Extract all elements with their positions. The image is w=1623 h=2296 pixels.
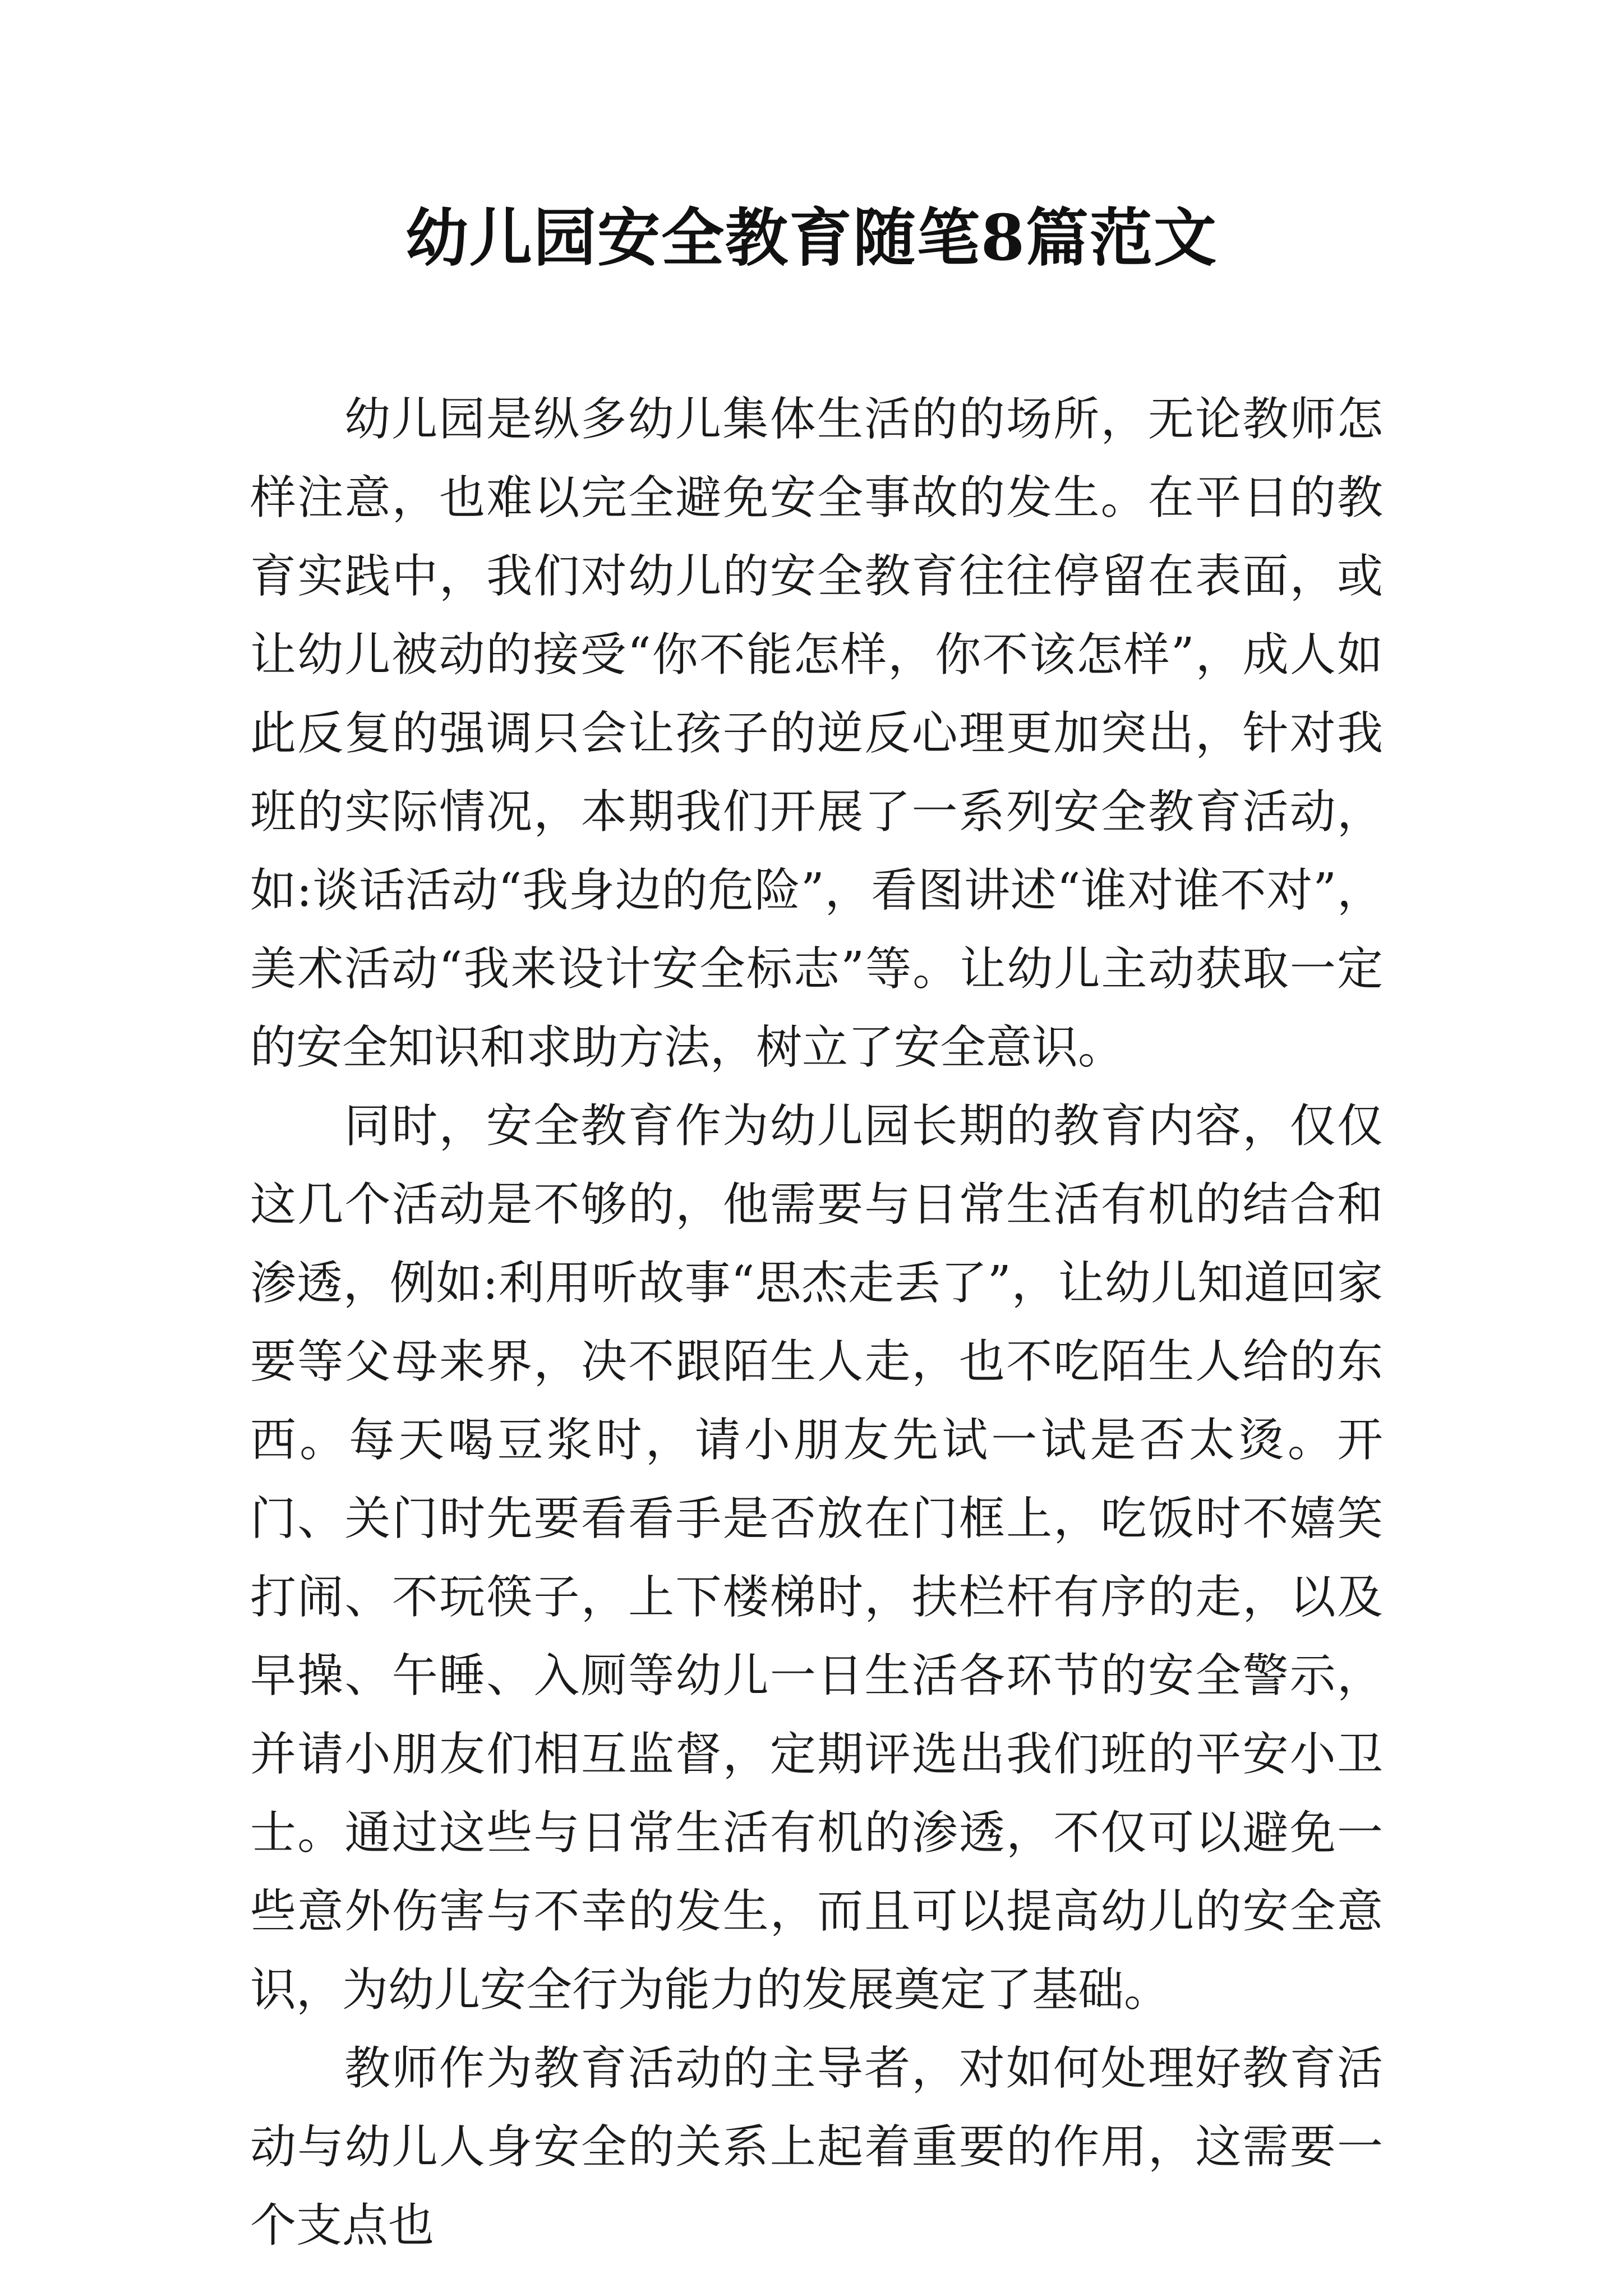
paragraph-1: 幼儿园是纵多幼儿集体生活的的场所，无论教师怎样注意，也难以完全避免安全事故的发生。在平日的教育实践中，我们对幼儿的安全教育往往停留在表面，或让幼儿被动的接受“你不能怎样，你不该怎样”，成人如此反复的强调只会让孩子的逆反心理更加突出，针对我班的实际情况，本期我们开展了一系列安全教育活动，如:谈话活动“我身边的危险”，看图讲述“谁对谁不对”，美术活动“我来设计安全标志”等。让幼儿主动获取一定的安全知识和求助方法，树立了安全意识。 bbox=[250, 393, 1383, 1074]
document-title: 幼儿园安全教育随笔8篇范文 bbox=[405, 201, 1218, 275]
document-body bbox=[250, 380, 1383, 2265]
paragraph-3: 教师作为教育活动的主导者，对如何处理好教育活动与幼儿人身安全的关系上起着重要的作用，这需要一个支点也 bbox=[250, 2042, 1383, 2252]
paragraph-2: 同时，安全教育作为幼儿园长期的教育内容，仅仅这几个活动是不够的，他需要与日常生活有机的结合和渗透，例如:利用听故事“思杰走丢了”，让幼儿知道回家要等父母来界，决不跟陌生人走，也不吃陌生人给的东西。每天喝豆浆时，请小朋友先试一试是否太烫。开门、关门时先要看看手是否放在门框上，吃饭时不嬉笑打闹、不玩筷子，上下楼梯时，扶栏杆有序的走，以及早操、午睡、入厕等幼儿一日生活各环节的安全警示，并请小朋友们相互监督，定期评选出我们班的平安小卫士。通过这些与日常生活有机的渗透，不仅可以避免一些意外伤害与不幸的发生，而且可以提高幼儿的安全意识，为幼儿安全行为能力的发展奠定了基础。 bbox=[250, 1099, 1383, 2017]
